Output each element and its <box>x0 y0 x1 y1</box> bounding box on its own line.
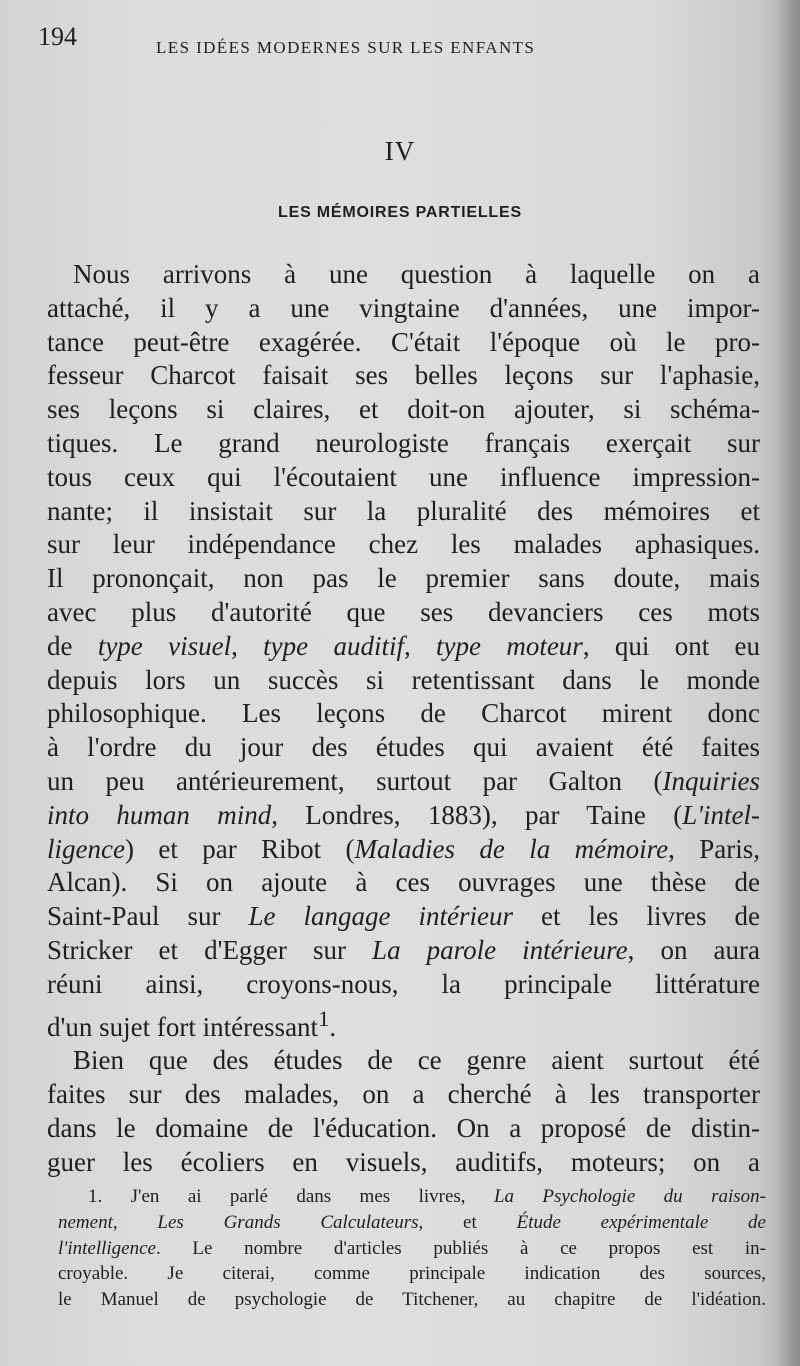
footnote-line <box>58 1236 766 1262</box>
book-title: nement <box>58 1211 113 1233</box>
text-run: de <box>47 630 98 661</box>
text-run: d'un sujet fort intéressant <box>47 1011 319 1042</box>
footnote-line: le Manuel de psychologie de Titchener, au chapitre de l'idéation. <box>58 1289 766 1311</box>
text-line: Nous arrivons à une question à laquelle on a <box>73 259 760 289</box>
body-text <box>47 258 760 1180</box>
text-line: nante; il insistait sur la pluralité des mémoires et <box>47 495 760 526</box>
book-title: La parole intérieure <box>372 934 628 965</box>
book-title: Les Grands Calculateurs <box>157 1211 419 1233</box>
book-title: Étude expérimentale de <box>516 1211 766 1233</box>
footnote-marker: 1 <box>318 1005 330 1031</box>
text-line: faites sur des malades, on a cherché à les transporter <box>47 1079 760 1110</box>
text-line: tance peut-être exagérée. C'était l'époque où le pro- <box>47 326 760 357</box>
text-line: dans le domaine de l'éducation. On a proposé de distin- <box>47 1112 760 1143</box>
footnote <box>58 1184 766 1313</box>
text-line <box>47 799 760 833</box>
text-run: , <box>112 1211 158 1233</box>
book-title: La Psychologie du raison- <box>493 1186 766 1207</box>
section-title: LES MÉMOIRES PARTIELLES <box>278 204 522 221</box>
text-line <box>47 833 760 867</box>
text-line: depuis lors un succès si retentissant dans le monde <box>47 664 760 695</box>
footnote-line: croyable. Je citerai, comme principale indication des sources, <box>58 1263 766 1285</box>
text-run: un peu antérieurement, surtout par Galton ( <box>47 765 663 796</box>
footnote-line <box>58 1184 766 1210</box>
text-line <box>47 900 760 934</box>
text-line: fesseur Charcot faisait ses belles leçons sur l'aphasie, <box>47 360 760 391</box>
text-line: avec plus d'autorité que ses devanciers ces mots <box>47 596 760 627</box>
text-line: Bien que des études de ce genre aient surtout été <box>73 1045 760 1076</box>
text-run: . Le nombre d'articles publiés à ce propos est in- <box>155 1237 766 1259</box>
text-line <box>47 934 760 968</box>
text-run: . <box>329 1011 337 1042</box>
text-line: attaché, il y a une vingtaine d'années, une impor- <box>47 292 760 323</box>
book-title: Inquiries <box>662 765 760 796</box>
text-run: et les livres de <box>513 901 760 932</box>
page-edge-shadow <box>776 0 800 1366</box>
text-line: réuni ainsi, croyons-nous, la principale littérature <box>47 968 760 999</box>
text-line <box>47 765 760 799</box>
book-title: Maladies de la mémoire <box>354 833 669 864</box>
italic-term: type auditif <box>263 630 404 661</box>
book-title: Le langage intérieur <box>248 901 514 932</box>
text-run: , qui ont eu <box>582 630 761 661</box>
text-line <box>47 1002 760 1045</box>
italic-term: type moteur <box>436 630 583 661</box>
book-title: ligence <box>47 833 125 864</box>
text-line: à l'ordre du jour des études qui avaient été faites <box>47 732 760 763</box>
text-line: sur leur indépendance chez les malades aphasiques. <box>47 529 760 560</box>
text-run: , on aura <box>627 934 760 965</box>
book-title: L'intel- <box>682 799 760 830</box>
text-run: Saint-Paul sur <box>47 901 249 932</box>
section-number: IV <box>384 136 416 166</box>
page-number: 194 <box>38 22 77 51</box>
running-title: LES IDÉES MODERNES SUR LES ENFANTS <box>156 38 536 57</box>
italic-term: type visuel <box>97 630 232 661</box>
text-run: , Londres, 1883), par Taine ( <box>271 799 683 830</box>
text-run: 1. J'en ai parlé dans mes livres, <box>88 1186 494 1207</box>
text-run: , <box>231 630 264 661</box>
text-line <box>47 630 760 664</box>
text-line: philosophique. Les leçons de Charcot mirent donc <box>47 698 760 729</box>
text-run: Stricker et d'Egger sur <box>47 934 373 965</box>
text-line: guer les écoliers en visuels, auditifs, moteurs; on a <box>47 1146 760 1177</box>
text-line: Alcan). Si on ajoute à ces ouvrages une thèse de <box>47 867 760 898</box>
text-run: , et <box>418 1211 517 1233</box>
text-line: Il prononçait, non pas le premier sans doute, mais <box>47 563 760 594</box>
text-line: tous ceux qui l'écoutaient une influence impression- <box>47 461 760 492</box>
text-line: tiques. Le grand neurologiste français exerçait sur <box>47 427 760 458</box>
book-title: into human mind <box>47 799 272 830</box>
book-title: l'intelligence <box>58 1237 156 1259</box>
footnote-line <box>58 1210 766 1236</box>
text-run: , <box>403 630 437 661</box>
running-head <box>38 22 648 62</box>
text-line: ses leçons si claires, et doit-on ajouter, si schéma- <box>47 394 760 425</box>
text-run: ) et par Ribot ( <box>124 833 355 864</box>
text-run: , Paris, <box>668 833 760 864</box>
